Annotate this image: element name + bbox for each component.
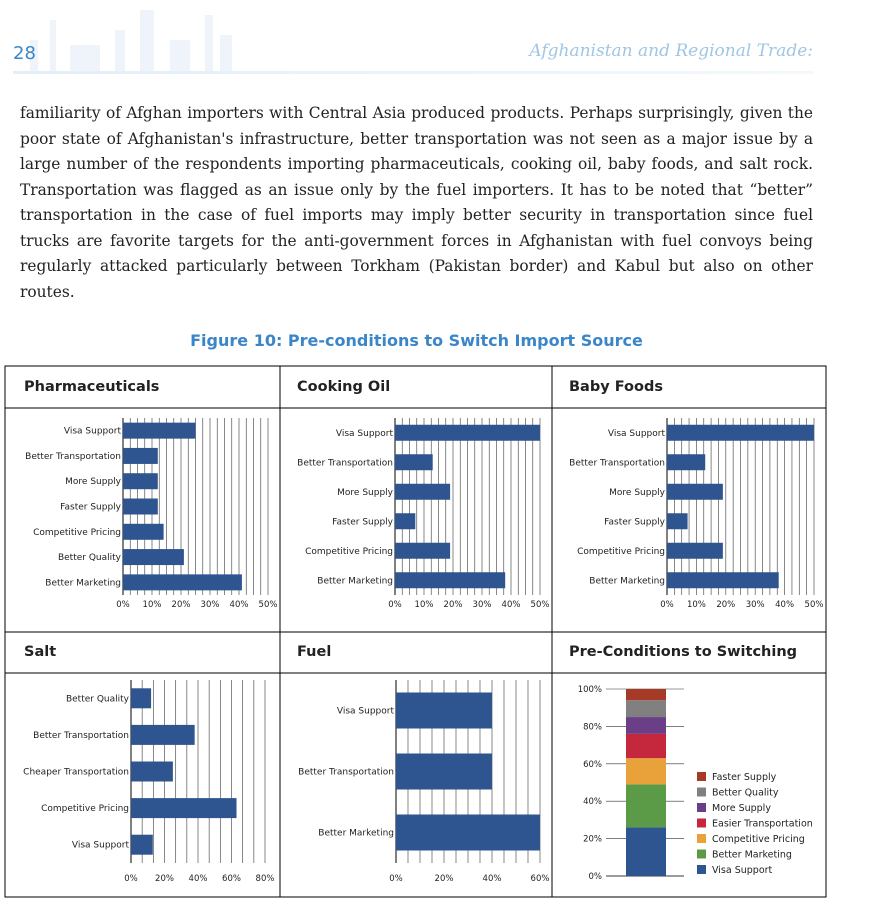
panel-title-pre-conditions: Pre-Conditions to Switching: [569, 644, 798, 660]
tick-label: 60%: [222, 874, 241, 884]
legend-label: Visa Support: [712, 865, 773, 876]
legend-swatch: [697, 865, 706, 874]
bar: [131, 725, 195, 745]
legend-swatch: [697, 772, 706, 781]
tick-label: 40%: [188, 874, 208, 884]
bar: [667, 454, 705, 470]
tick-label: 10%: [414, 600, 434, 610]
stack-segment: [626, 734, 666, 758]
category-label: Better Transportation: [33, 730, 129, 741]
tick-label: 10%: [686, 600, 706, 610]
category-label: Better Marketing: [45, 578, 121, 589]
tick-label: 60%: [530, 874, 550, 884]
figure-caption: Figure 10: Pre-conditions to Switch Import Source: [190, 331, 643, 350]
tick-label: 40%: [501, 600, 521, 610]
legend-label: Faster Supply: [712, 772, 777, 783]
stack-segment: [626, 700, 666, 717]
tick-label: 10%: [142, 600, 162, 610]
legend-swatch: [697, 788, 706, 797]
panel-title-baby-foods: Baby Foods: [569, 379, 663, 395]
tick-label: 80%: [255, 874, 275, 884]
bar: [396, 754, 492, 790]
tick-label: 20%: [716, 600, 736, 610]
bar: [395, 572, 505, 588]
tick-label: 40%: [482, 874, 502, 884]
page-number: 28: [13, 43, 36, 64]
chart-3: [569, 418, 823, 610]
tick-label: 0%: [124, 874, 138, 884]
category-label: More Supply: [65, 477, 121, 488]
category-label: Cheaper Transportation: [23, 767, 129, 778]
bar: [395, 513, 415, 529]
tick-label: 50%: [530, 600, 550, 610]
bar: [123, 448, 158, 464]
category-label: Better Transportation: [297, 458, 393, 469]
bar: [667, 572, 779, 588]
legend-swatch: [697, 834, 706, 843]
bar: [396, 693, 492, 729]
bar: [667, 484, 723, 500]
category-label: Faster Supply: [60, 502, 121, 513]
tick-label: 40%: [775, 600, 795, 610]
category-label: Visa Support: [607, 428, 665, 439]
legend-swatch: [697, 803, 706, 812]
legend-label: Competitive Pricing: [712, 834, 805, 845]
tick-label: 0%: [588, 872, 602, 882]
tick-label: 20%: [434, 874, 454, 884]
bar: [395, 543, 450, 559]
tick-label: 20%: [583, 834, 602, 845]
tick-label: 30%: [200, 600, 220, 610]
category-label: Faster Supply: [604, 517, 665, 528]
category-label: Visa Support: [336, 706, 394, 717]
bar: [667, 543, 723, 559]
tick-label: 60%: [583, 759, 602, 770]
panel-title-cooking-oil: Cooking Oil: [297, 379, 391, 395]
legend-swatch: [697, 819, 706, 828]
tick-label: 40%: [583, 797, 602, 808]
tick-label: 40%: [229, 600, 249, 610]
body-paragraph: familiarity of Afghan importers with Central Asia produced products. Perhaps surprisingly, given the poor state of Afghanistan's infrastructure, better transportation was not seen as a major issue by a large number of the respondents importing pharmaceuticals, cooking oil, baby foods, and salt rock. Transportation was flagged as an issue only by the fuel importers. It has to be noted that “better” transportation in the case of fuel imports may imply better security in transportation since fuel trucks are favorite targets for the anti-government forces in Afghanistan with fuel convoys being regularly attacked particularly between Torkham (Pakistan border) and Kabul but also on other routes.: [20, 104, 813, 301]
bar: [395, 484, 450, 500]
category-label: Competitive Pricing: [41, 804, 129, 815]
category-label: Visa Support: [71, 840, 129, 851]
chart-5: [298, 680, 549, 884]
category-label: More Supply: [609, 487, 665, 498]
tick-label: 80%: [583, 722, 602, 733]
panel-title-pharmaceuticals: Pharmaceuticals: [24, 379, 160, 395]
running-title: Afghanistan and Regional Trade:: [529, 41, 813, 61]
category-label: Better Transportation: [25, 451, 121, 462]
tick-label: 100%: [577, 685, 602, 695]
category-label: Better Marketing: [317, 576, 393, 587]
category-label: Better Quality: [57, 553, 121, 564]
legend-label: Better Quality: [712, 787, 779, 799]
bar: [123, 423, 196, 439]
category-label: Better Marketing: [589, 576, 665, 587]
bar: [131, 835, 153, 855]
tick-label: 50%: [258, 600, 278, 610]
chart-1: [25, 418, 277, 610]
bar: [131, 798, 237, 818]
tick-label: 0%: [660, 600, 674, 610]
bar: [123, 524, 164, 540]
bar: [123, 499, 158, 515]
category-label: Competitive Pricing: [305, 546, 393, 557]
bar: [123, 549, 184, 565]
chart-6: [578, 685, 813, 882]
tick-label: 20%: [155, 874, 174, 884]
bar: [123, 473, 158, 489]
category-label: Better Quality: [65, 694, 129, 705]
category-label: Better Transportation: [298, 767, 394, 778]
legend-swatch: [697, 850, 706, 859]
category-label: Faster Supply: [332, 517, 393, 528]
stack-segment: [626, 689, 666, 700]
tick-label: 50%: [804, 600, 824, 610]
legend-label: More Supply: [712, 803, 771, 814]
tick-label: 0%: [388, 600, 402, 610]
chart-2: [297, 418, 549, 610]
legend-label: Easier Transportation: [712, 818, 813, 830]
tick-label: 20%: [171, 600, 191, 610]
category-label: Competitive Pricing: [33, 527, 121, 538]
stack-segment: [626, 827, 666, 876]
bar: [395, 454, 433, 470]
bar: [131, 762, 173, 782]
tick-label: 30%: [472, 600, 492, 610]
tick-label: 30%: [745, 600, 765, 610]
bar: [395, 425, 540, 441]
tick-label: 0%: [389, 874, 403, 884]
bar: [667, 513, 688, 529]
bar: [667, 425, 814, 441]
bar: [131, 688, 151, 708]
legend-label: Better Marketing: [712, 849, 792, 861]
chart-4: [23, 680, 274, 884]
category-label: Better Transportation: [569, 458, 665, 469]
stack-segment: [626, 784, 666, 827]
panel-title-salt: Salt: [24, 644, 57, 660]
category-label: Competitive Pricing: [577, 546, 665, 557]
category-label: Better Marketing: [318, 828, 394, 839]
stack-segment: [626, 717, 666, 734]
category-label: Visa Support: [63, 426, 121, 437]
category-label: Visa Support: [335, 428, 393, 439]
category-label: More Supply: [337, 487, 393, 498]
bar: [396, 815, 540, 851]
tick-label: 20%: [443, 600, 463, 610]
stack-segment: [626, 758, 666, 784]
bar: [123, 574, 242, 590]
panel-title-fuel: Fuel: [297, 644, 332, 660]
tick-label: 0%: [116, 600, 130, 610]
